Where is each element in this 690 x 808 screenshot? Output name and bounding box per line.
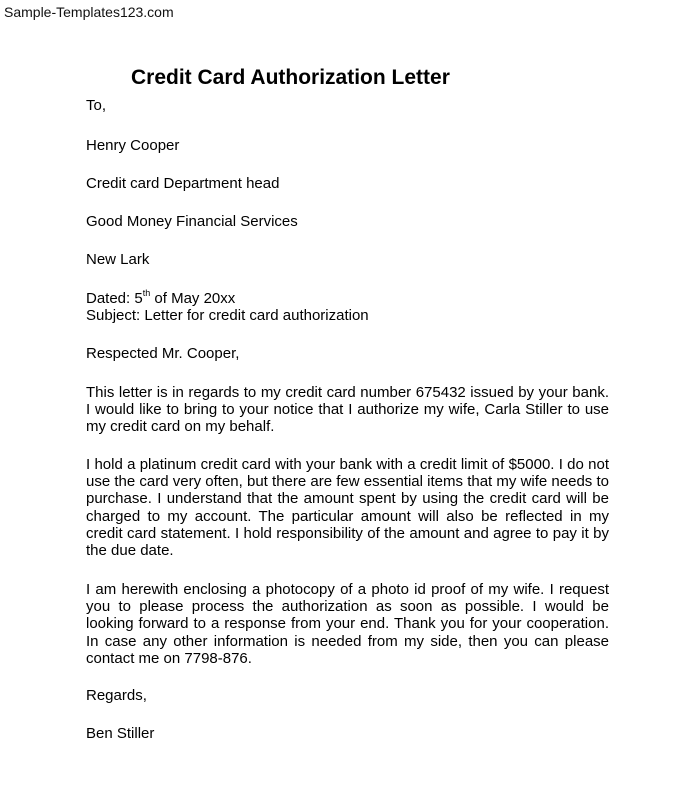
signature-name: Ben Stiller — [86, 725, 155, 742]
subject-line: Subject: Letter for credit card authorization — [86, 307, 369, 324]
body-paragraph-1: This letter is in regards to my credit card number 675432 issued by your bank. I would like to bring to your notice that I authorize my wife, Carla Stiller to use my credit card on my behalf. — [86, 384, 609, 436]
closing: Regards, — [86, 687, 147, 704]
date-label: Dated: — [86, 290, 135, 307]
recipient-name: Henry Cooper — [86, 137, 180, 154]
greeting: Respected Mr. Cooper, — [86, 345, 240, 362]
body-paragraph-2: I hold a platinum credit card with your bank with a credit limit of $5000. I do not use the card very often, but there are few essential items that my wife needs to purchase. I understand that the amount spent by using the credit card will be charged to my account. The particular amount will also be reflected in my credit card statement. I hold responsibility of the amount and agree to pay it by the due date. — [86, 456, 609, 560]
recipient-company: Good Money Financial Services — [86, 213, 298, 230]
watermark-site: Sample-Templates123.com — [4, 4, 174, 20]
salutation-to: To, — [86, 97, 107, 114]
date-rest: of May 20xx — [150, 290, 236, 307]
date-day: 5 — [134, 290, 143, 307]
body-paragraph-3: I am herewith enclosing a photocopy of a photo id proof of my wife. I request you to please process the authorization as soon as possible. I would be looking forward to a response from your end. Thank you for your cooperation. In case any other information is needed from my side, then you can please contact me on 7798-876. — [86, 581, 609, 667]
recipient-city: New Lark — [86, 251, 150, 268]
recipient-position: Credit card Department head — [86, 175, 280, 192]
date-day-suffix: th — [142, 288, 151, 298]
date-line — [86, 290, 235, 308]
page-title: Credit Card Authorization Letter — [131, 66, 450, 89]
